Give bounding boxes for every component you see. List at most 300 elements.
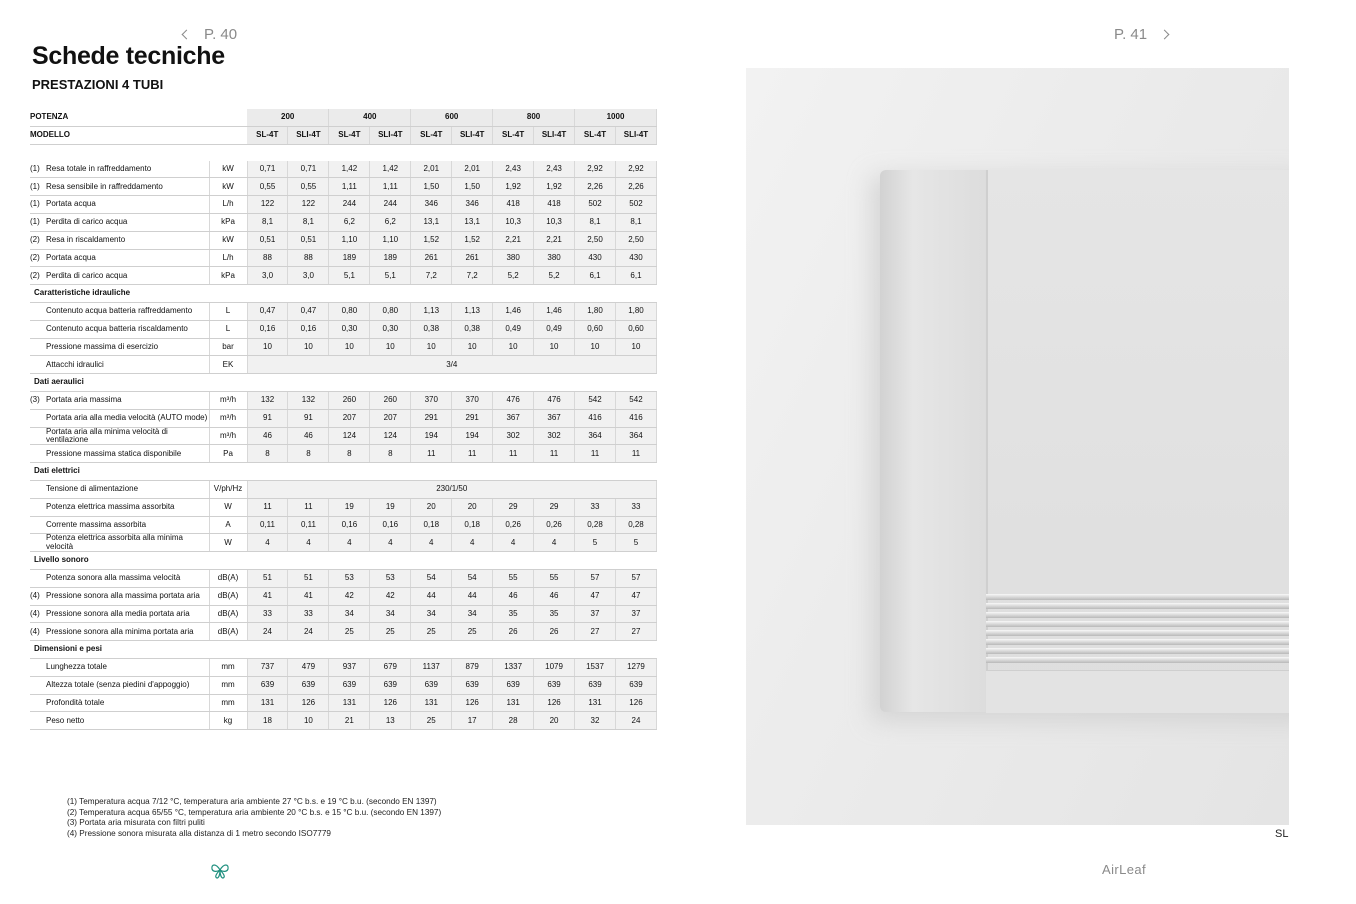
unit-side-panel [880, 170, 990, 712]
table-cell: 364 [615, 427, 656, 445]
row-unit: kW [209, 231, 247, 249]
table-cell: 11 [288, 498, 329, 516]
row-description: Resa sensibile in raffreddamento [44, 178, 209, 196]
table-cell: 4 [411, 534, 452, 552]
table-cell: 0,16 [370, 516, 411, 534]
note-ref: (4) [30, 587, 44, 605]
table-cell: 639 [329, 676, 370, 694]
table-cell: 502 [615, 196, 656, 214]
next-page-nav[interactable] [1114, 26, 1168, 43]
chevron-left-icon[interactable] [182, 30, 192, 40]
table-row [30, 694, 657, 712]
table-cell: 0,28 [615, 516, 656, 534]
table-cell: 0,11 [288, 516, 329, 534]
table-row [30, 534, 657, 552]
table-cell: 1,46 [534, 302, 575, 320]
table-cell: 1,42 [329, 161, 370, 178]
table-cell: 20 [534, 712, 575, 730]
row-description: Attacchi idraulici [44, 356, 209, 374]
table-cell: 20 [452, 498, 493, 516]
product-photo [746, 68, 1289, 825]
photo-caption: SL [1275, 828, 1289, 840]
table-cell: 639 [615, 676, 656, 694]
table-cell: 126 [615, 694, 656, 712]
row-unit: kPa [209, 213, 247, 231]
table-cell: 1079 [534, 658, 575, 676]
section-label: Caratteristiche idrauliche [30, 285, 657, 303]
table-cell: 5 [575, 534, 616, 552]
row-unit: dB(A) [209, 569, 247, 587]
table-cell: 2,01 [452, 161, 493, 178]
row-description: Pressione massima di esercizio [44, 338, 209, 356]
table-cell: 55 [493, 569, 534, 587]
table-cell: 124 [329, 427, 370, 445]
unit-air-grill [986, 594, 1289, 670]
table-cell: 34 [452, 605, 493, 623]
footnotes [67, 797, 441, 839]
table-cell: 1537 [575, 658, 616, 676]
table-row [30, 498, 657, 516]
table-cell: 5,1 [329, 267, 370, 285]
table-cell: 0,51 [247, 231, 288, 249]
table-cell: 29 [534, 498, 575, 516]
table-cell: 0,26 [493, 516, 534, 534]
model-header: SLI-4T [615, 126, 656, 144]
row-unit: mm [209, 694, 247, 712]
table-cell: 131 [329, 694, 370, 712]
model-header: SL-4T [329, 126, 370, 144]
table-cell: 0,60 [615, 320, 656, 338]
note-ref [30, 498, 44, 516]
table-cell: 10 [247, 338, 288, 356]
note-ref [30, 356, 44, 374]
table-cell: 5 [615, 534, 656, 552]
table-cell: 370 [452, 391, 493, 409]
note-ref [30, 427, 44, 445]
row-description: Contenuto acqua batteria riscaldamento [44, 320, 209, 338]
table-cell: 51 [247, 569, 288, 587]
size-header: 1000 [575, 109, 657, 126]
table-cell: 380 [493, 249, 534, 267]
table-cell: 0,18 [411, 516, 452, 534]
note-ref: (1) [30, 161, 44, 178]
model-header: SL-4T [575, 126, 616, 144]
table-cell: 416 [575, 409, 616, 427]
table-row [30, 320, 657, 338]
note-ref [30, 516, 44, 534]
table-cell: 46 [534, 587, 575, 605]
table-cell: 0,49 [534, 320, 575, 338]
table-cell: 4 [288, 534, 329, 552]
table-cell: 27 [575, 623, 616, 641]
spacer-cell [30, 144, 657, 161]
table-cell: 2,50 [615, 231, 656, 249]
table-cell: 2,43 [534, 161, 575, 178]
table-cell: 11 [452, 445, 493, 463]
table-cell: 260 [370, 391, 411, 409]
prev-page-nav[interactable] [183, 26, 237, 43]
table-cell: 879 [452, 658, 493, 676]
table-cell: 0,71 [288, 161, 329, 178]
row-description: Portata aria massima [44, 391, 209, 409]
table-cell: 2,26 [615, 178, 656, 196]
table-cell: 126 [288, 694, 329, 712]
row-description: Resa totale in raffreddamento [44, 161, 209, 178]
table-cell: 1,52 [411, 231, 452, 249]
table-row [30, 712, 657, 730]
table-cell: 126 [370, 694, 411, 712]
table-cell: 88 [247, 249, 288, 267]
table-cell: 37 [615, 605, 656, 623]
table-cell: 2,01 [411, 161, 452, 178]
table-cell: 10 [534, 338, 575, 356]
table-cell: 7,2 [452, 267, 493, 285]
table-cell: 131 [575, 694, 616, 712]
table-cell: 29 [493, 498, 534, 516]
table-cell: 937 [329, 658, 370, 676]
note-ref [30, 409, 44, 427]
row-unit: mm [209, 658, 247, 676]
table-cell: 27 [615, 623, 656, 641]
row-unit: L/h [209, 196, 247, 214]
row-description: Potenza sonora alla massima velocità [44, 569, 209, 587]
note-ref [30, 569, 44, 587]
table-cell: 1,42 [370, 161, 411, 178]
table-cell: 0,71 [247, 161, 288, 178]
table-row [30, 213, 657, 231]
table-cell: 0,80 [370, 302, 411, 320]
table-cell: 11 [575, 445, 616, 463]
table-cell: 476 [534, 391, 575, 409]
table-cell: 33 [247, 605, 288, 623]
brand-name: AirLeaf [1102, 862, 1146, 877]
row-unit: A [209, 516, 247, 534]
table-cell: 1,10 [329, 231, 370, 249]
footnote: (2) Temperatura acqua 65/55 °C, temperatura aria ambiente 20 °C b.s. e 15 °C b.u. (secondo EN 1397) [67, 807, 442, 817]
row-description: Corrente massima assorbita [44, 516, 209, 534]
table-cell: 18 [247, 712, 288, 730]
table-cell: 46 [247, 427, 288, 445]
table-cell: 122 [247, 196, 288, 214]
table-cell: 1,92 [534, 178, 575, 196]
row-description: Tensione di alimentazione [44, 480, 209, 498]
row-description: Portata aria alla media velocità (AUTO mode) [44, 409, 209, 427]
table-cell: 1,92 [493, 178, 534, 196]
section-row [30, 463, 657, 481]
table-cell: 1,50 [411, 178, 452, 196]
row-description: Contenuto acqua batteria raffreddamento [44, 302, 209, 320]
potenza-label: POTENZA [30, 109, 247, 126]
table-cell: 8,1 [615, 213, 656, 231]
table-cell: 10 [370, 338, 411, 356]
note-ref [30, 712, 44, 730]
table-cell: 6,2 [370, 213, 411, 231]
size-header: 800 [493, 109, 575, 126]
table-cell: 25 [329, 623, 370, 641]
table-cell: 10 [288, 338, 329, 356]
table-cell: 0,16 [247, 320, 288, 338]
table-cell: 380 [534, 249, 575, 267]
section-row [30, 552, 657, 570]
table-row [30, 231, 657, 249]
page-title: Schede tecniche [32, 42, 225, 70]
row-unit: kW [209, 178, 247, 196]
table-cell: 11 [247, 498, 288, 516]
table-cell: 1,13 [452, 302, 493, 320]
table-cell: 189 [329, 249, 370, 267]
row-description: Portata acqua [44, 249, 209, 267]
spacer-row [30, 144, 657, 161]
row-unit: EK [209, 356, 247, 374]
row-unit: kg [209, 712, 247, 730]
table-cell: 639 [493, 676, 534, 694]
table-cell: 11 [534, 445, 575, 463]
table-cell: 57 [615, 569, 656, 587]
row-unit: dB(A) [209, 605, 247, 623]
table-cell: 639 [370, 676, 411, 694]
row-description: Pressione massima statica disponibile [44, 445, 209, 463]
table-cell: 35 [493, 605, 534, 623]
table-row [30, 445, 657, 463]
table-cell: 24 [247, 623, 288, 641]
table-row [30, 267, 657, 285]
row-unit: W [209, 498, 247, 516]
row-description: Altezza totale (senza piedini d'appoggio) [44, 676, 209, 694]
table-cell: 26 [534, 623, 575, 641]
table-cell: 5,2 [493, 267, 534, 285]
table-cell: 0,80 [329, 302, 370, 320]
chevron-right-icon[interactable] [1160, 30, 1170, 40]
table-row [30, 516, 657, 534]
table-cell: 124 [370, 427, 411, 445]
table-cell: 639 [411, 676, 452, 694]
note-ref: (2) [30, 249, 44, 267]
table-cell: 0,28 [575, 516, 616, 534]
table-cell: 11 [615, 445, 656, 463]
table-cell: 1,11 [329, 178, 370, 196]
row-description: Resa in riscaldamento [44, 231, 209, 249]
row-unit: L [209, 320, 247, 338]
section-row [30, 285, 657, 303]
table-cell: 17 [452, 712, 493, 730]
row-description: Pressione sonora alla minima portata aria [44, 623, 209, 641]
table-cell: 194 [452, 427, 493, 445]
table-cell: 91 [288, 409, 329, 427]
table-cell: 44 [411, 587, 452, 605]
table-cell: 34 [411, 605, 452, 623]
table-row [30, 178, 657, 196]
table-cell: 34 [329, 605, 370, 623]
table-cell: 639 [452, 676, 493, 694]
table-cell: 0,16 [288, 320, 329, 338]
note-ref [30, 658, 44, 676]
table-cell: 13,1 [452, 213, 493, 231]
table-row [30, 480, 657, 498]
note-ref: (4) [30, 623, 44, 641]
section-label: Livello sonoro [30, 552, 657, 570]
table-row [30, 569, 657, 587]
page-subtitle: PRESTAZIONI 4 TUBI [32, 77, 164, 92]
table-cell: 25 [411, 623, 452, 641]
table-cell: 126 [452, 694, 493, 712]
table-cell: 260 [329, 391, 370, 409]
table-cell: 19 [370, 498, 411, 516]
table-cell: 57 [575, 569, 616, 587]
table-cell: 8 [329, 445, 370, 463]
table-cell: 88 [288, 249, 329, 267]
header-row-potenza [30, 109, 657, 126]
table-cell: 91 [247, 409, 288, 427]
table-cell: 479 [288, 658, 329, 676]
spec-table [30, 109, 657, 730]
table-cell: 42 [329, 587, 370, 605]
row-description: Perdita di carico acqua [44, 213, 209, 231]
table-cell: 1,13 [411, 302, 452, 320]
table-cell: 5,1 [370, 267, 411, 285]
table-cell: 44 [452, 587, 493, 605]
row-unit: dB(A) [209, 587, 247, 605]
table-row [30, 605, 657, 623]
table-cell: 0,60 [575, 320, 616, 338]
table-cell: 28 [493, 712, 534, 730]
row-description: Pressione sonora alla media portata aria [44, 605, 209, 623]
table-cell: 291 [411, 409, 452, 427]
table-cell: 416 [615, 409, 656, 427]
table-cell: 6,2 [329, 213, 370, 231]
table-cell: 244 [329, 196, 370, 214]
table-row [30, 658, 657, 676]
table-cell: 230/1/50 [247, 480, 656, 498]
right-page-number: P. 41 [1114, 26, 1148, 43]
leaf-logo-icon [209, 860, 231, 880]
table-cell: 502 [575, 196, 616, 214]
table-cell: 10 [288, 712, 329, 730]
row-unit: bar [209, 338, 247, 356]
row-unit: m³/h [209, 427, 247, 445]
table-cell: 0,30 [329, 320, 370, 338]
table-cell: 2,21 [493, 231, 534, 249]
note-ref [30, 338, 44, 356]
table-cell: 8 [288, 445, 329, 463]
row-description: Potenza elettrica assorbita alla minima velocità [44, 534, 209, 552]
table-cell: 4 [534, 534, 575, 552]
table-cell: 4 [452, 534, 493, 552]
table-cell: 2,92 [615, 161, 656, 178]
table-cell: 42 [370, 587, 411, 605]
table-cell: 47 [615, 587, 656, 605]
table-cell: 51 [288, 569, 329, 587]
table-cell: 13,1 [411, 213, 452, 231]
table-cell: 53 [329, 569, 370, 587]
table-cell: 0,26 [534, 516, 575, 534]
table-cell: 364 [575, 427, 616, 445]
row-description: Perdita di carico acqua [44, 267, 209, 285]
table-cell: 8,1 [247, 213, 288, 231]
table-cell: 367 [534, 409, 575, 427]
row-unit: m³/h [209, 391, 247, 409]
table-cell: 10,3 [534, 213, 575, 231]
table-cell: 0,38 [452, 320, 493, 338]
model-header: SLI-4T [288, 126, 329, 144]
table-cell: 418 [493, 196, 534, 214]
row-unit: m³/h [209, 409, 247, 427]
table-row [30, 409, 657, 427]
note-ref: (1) [30, 213, 44, 231]
table-cell: 35 [534, 605, 575, 623]
table-row [30, 623, 657, 641]
table-cell: 1,11 [370, 178, 411, 196]
table-cell: 189 [370, 249, 411, 267]
note-ref: (2) [30, 267, 44, 285]
table-cell: 24 [615, 712, 656, 730]
row-unit: L [209, 302, 247, 320]
note-ref: (1) [30, 178, 44, 196]
table-cell: 10 [411, 338, 452, 356]
row-unit: kW [209, 161, 247, 178]
table-row [30, 391, 657, 409]
table-row [30, 427, 657, 445]
table-cell: 261 [452, 249, 493, 267]
table-cell: 1,46 [493, 302, 534, 320]
table-cell: 131 [493, 694, 534, 712]
table-cell: 1279 [615, 658, 656, 676]
table-row [30, 249, 657, 267]
note-ref [30, 694, 44, 712]
table-cell: 207 [329, 409, 370, 427]
section-row [30, 374, 657, 392]
table-cell: 542 [575, 391, 616, 409]
footnote: (3) Portata aria misurata con filtri puliti [67, 818, 205, 828]
table-cell: 13 [370, 712, 411, 730]
note-ref: (3) [30, 391, 44, 409]
table-cell: 10 [452, 338, 493, 356]
table-cell: 34 [370, 605, 411, 623]
table-cell: 131 [247, 694, 288, 712]
row-description: Portata acqua [44, 196, 209, 214]
table-cell: 1,50 [452, 178, 493, 196]
note-ref [30, 302, 44, 320]
table-cell: 126 [534, 694, 575, 712]
footnote: (1) Temperatura acqua 7/12 °C, temperatura aria ambiente 27 °C b.s. e 19 °C b.u. (secondo EN 1397) [67, 797, 437, 806]
table-cell: 11 [411, 445, 452, 463]
table-cell: 0,55 [247, 178, 288, 196]
table-cell: 33 [288, 605, 329, 623]
row-description: Portata aria alla minima velocità di ventilazione [44, 427, 209, 445]
table-cell: 21 [329, 712, 370, 730]
table-cell: 476 [493, 391, 534, 409]
table-cell: 26 [493, 623, 534, 641]
table-row [30, 196, 657, 214]
section-label: Dimensioni e pesi [30, 641, 657, 659]
table-cell: 46 [493, 587, 534, 605]
table-cell: 0,30 [370, 320, 411, 338]
table-cell: 8,1 [575, 213, 616, 231]
row-unit: kPa [209, 267, 247, 285]
table-cell: 346 [452, 196, 493, 214]
section-label: Dati elettrici [30, 463, 657, 481]
table-cell: 47 [575, 587, 616, 605]
table-cell: 25 [370, 623, 411, 641]
table-cell: 20 [411, 498, 452, 516]
row-unit: W [209, 534, 247, 552]
table-cell: 11 [493, 445, 534, 463]
unit-base [986, 670, 1289, 713]
table-cell: 0,55 [288, 178, 329, 196]
table-cell: 6,1 [615, 267, 656, 285]
table-cell: 367 [493, 409, 534, 427]
table-cell: 53 [370, 569, 411, 587]
table-cell: 418 [534, 196, 575, 214]
